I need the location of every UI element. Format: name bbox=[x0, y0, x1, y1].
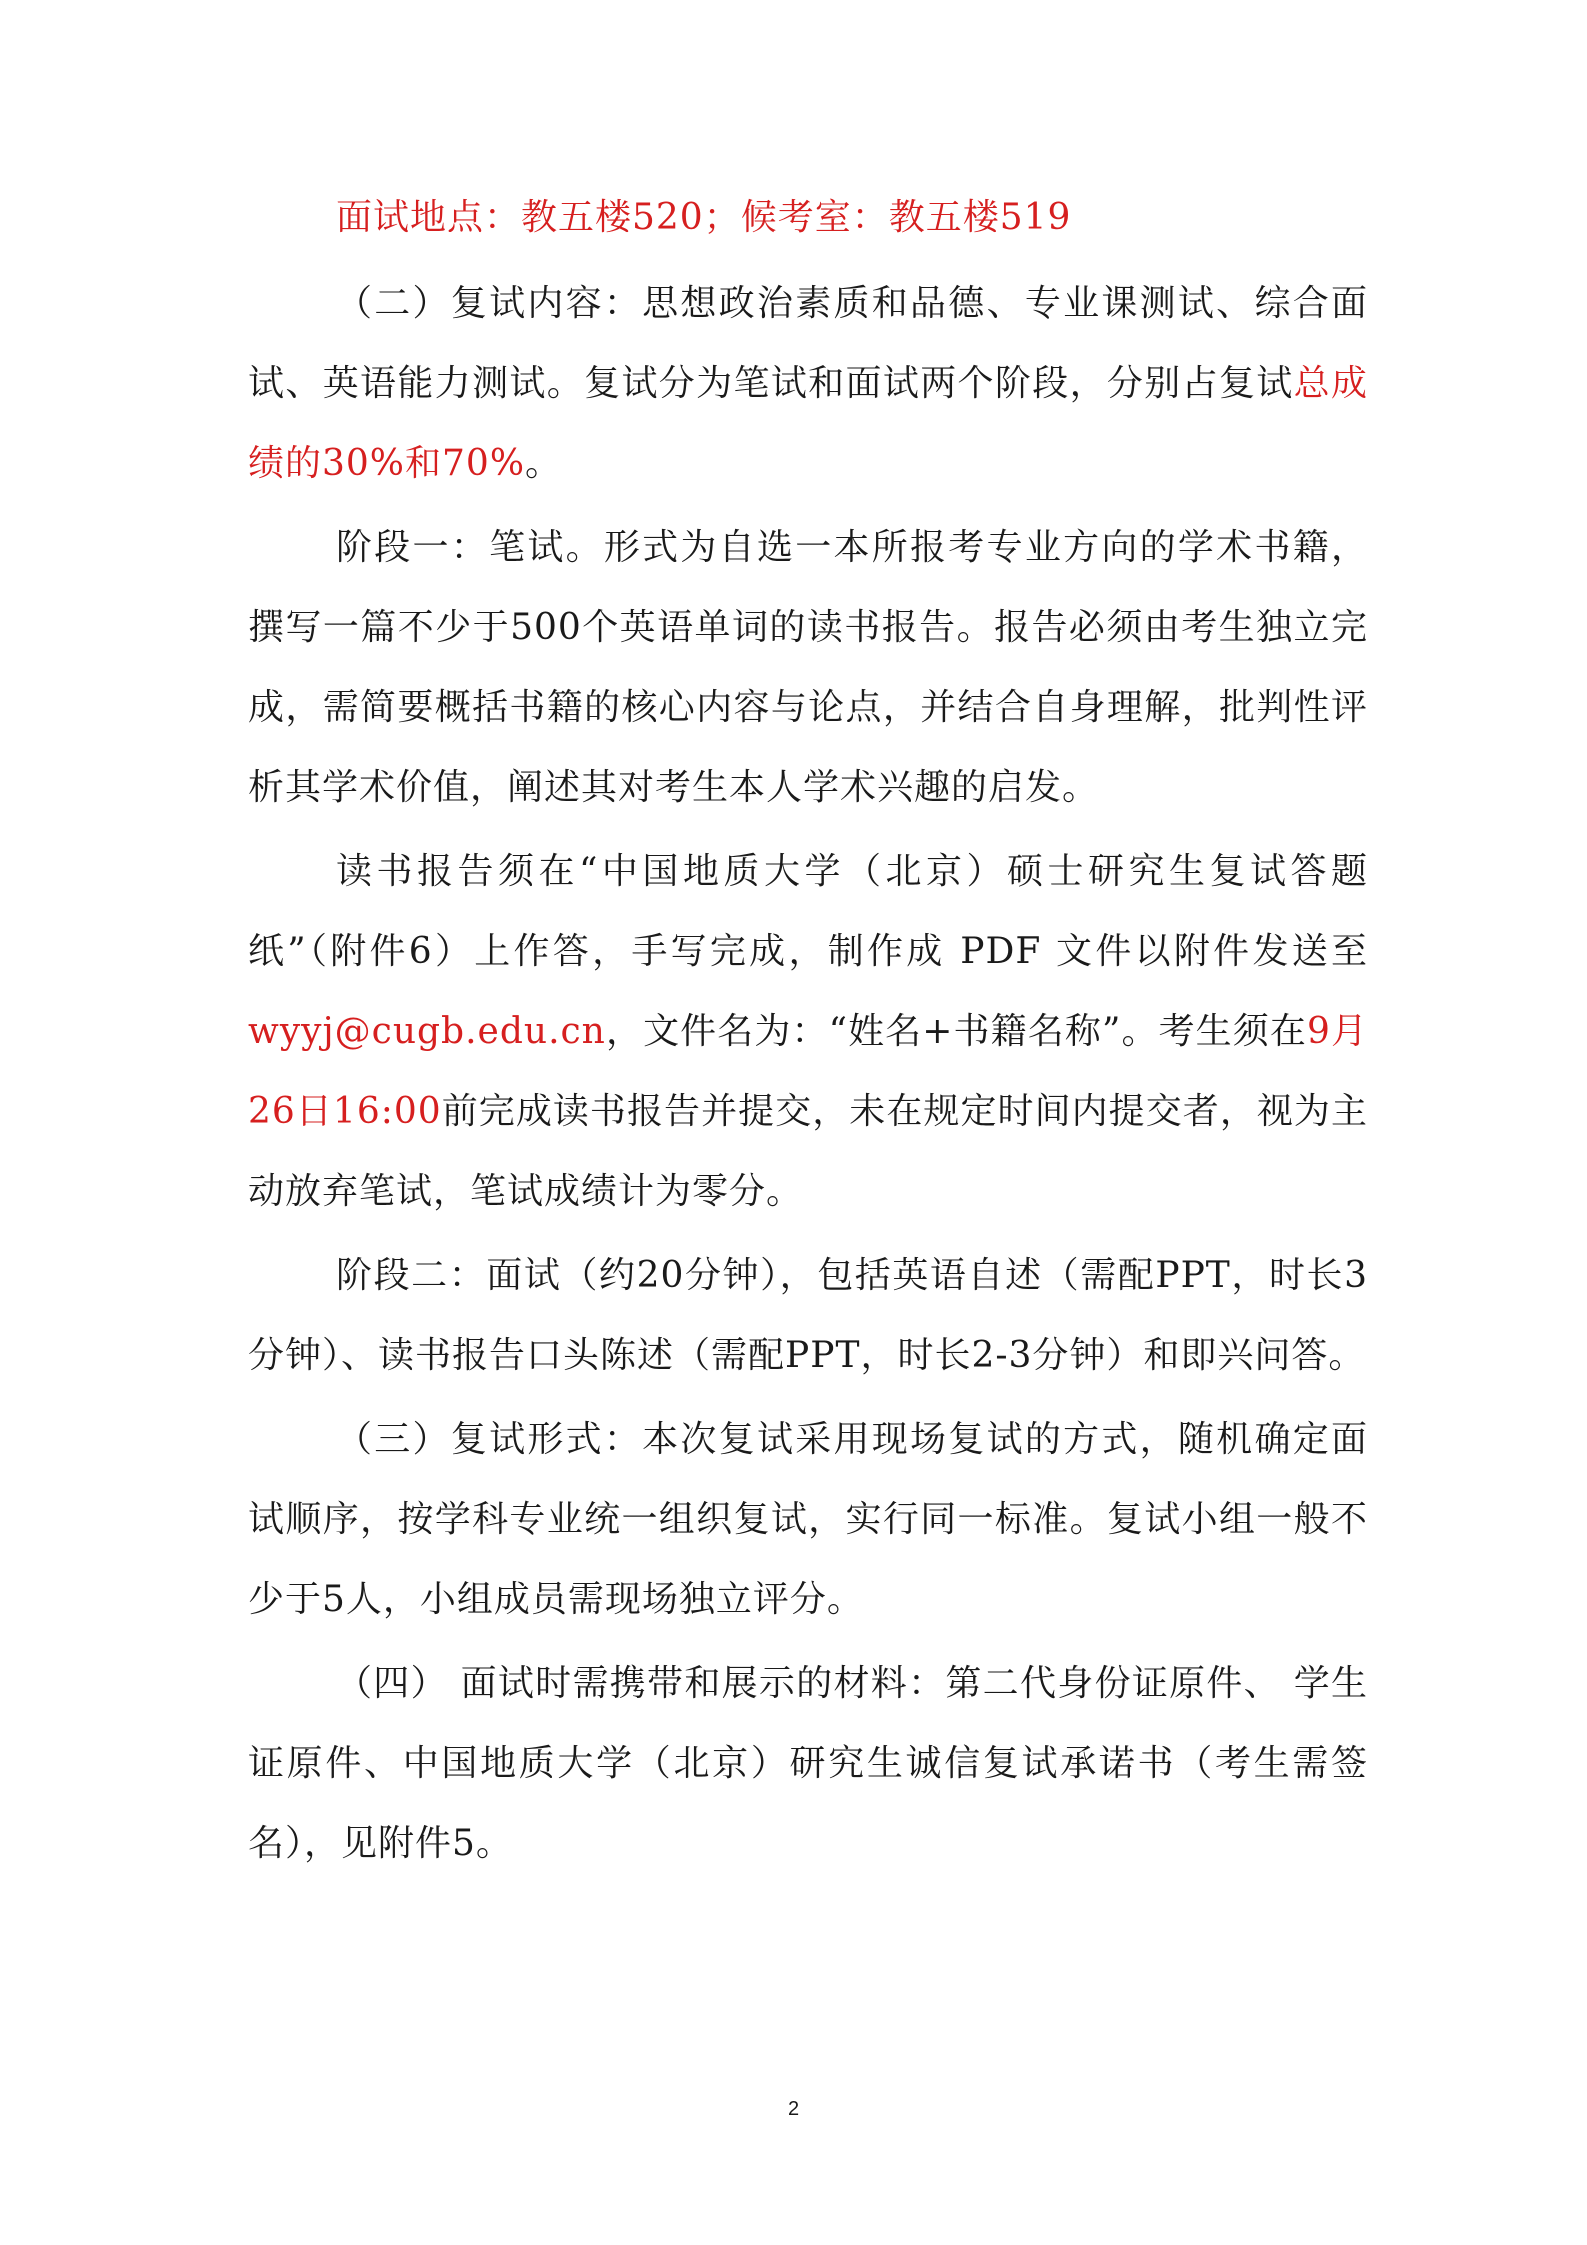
stage-1-paragraph bbox=[248, 508, 1368, 828]
stage-2-paragraph bbox=[248, 1236, 1368, 1396]
section-4-text: （四） 面试时需携带和展示的材料：第二代身份证原件、 学生证原件、中国地质大学（北京）研究生诚信复试承诺书（考生需签名），见附件5。 bbox=[248, 1663, 1368, 1864]
submission-email: wyyj@cugb.edu.cn bbox=[248, 1011, 606, 1052]
report-text-a: 读书报告须在“中国地质大学（北京）硕士研究生复试答题纸”（附件6）上作答，手写完成，制作成 PDF 文件以附件发送至 bbox=[248, 851, 1368, 972]
section-3-paragraph bbox=[248, 1400, 1368, 1640]
score-weight-highlight: 总成绩的30%和70% bbox=[248, 363, 1368, 484]
section-2-text: （二）复试内容：思想政治素质和品德、专业课测试、综合面试、英语能力测试。复试分为笔试和面试两个阶段，分别占复试 bbox=[248, 283, 1368, 404]
stage-2-text: 阶段二：面试（约20分钟），包括英语自述（需配PPT，时长3分钟）、读书报告口头陈述（需配PPT，时长2-3分钟）和即兴问答。 bbox=[248, 1255, 1368, 1376]
section-3-text: （三）复试形式：本次复试采用现场复试的方式，随机确定面试顺序，按学科专业统一组织复试，实行同一标准。复试小组一般不少于5人，小组成员需现场独立评分。 bbox=[248, 1419, 1368, 1620]
report-submission-paragraph bbox=[248, 832, 1368, 1232]
document-body bbox=[248, 178, 1368, 1884]
submission-deadline: 9月26日16:00 bbox=[248, 1011, 1368, 1132]
interview-location-text: 面试地点：教五楼520；候考室：教五楼519 bbox=[336, 197, 1072, 238]
section-2-tail: 。 bbox=[525, 443, 563, 484]
report-text-b: ，文件名为：“姓名+书籍名称”。考生须在 bbox=[605, 1011, 1307, 1052]
report-text-c: 前完成读书报告并提交，未在规定时间内提交者，视为主动放弃笔试，笔试成绩计为零分。 bbox=[248, 1091, 1368, 1212]
interview-location-line bbox=[336, 178, 1368, 258]
page-number: 2 bbox=[787, 2098, 800, 2120]
stage-1-text: 阶段一：笔试。形式为自选一本所报考专业方向的学术书籍，撰写一篇不少于500个英语单词的读书报告。报告必须由考生独立完成，需简要概括书籍的核心内容与论点，并结合自身理解，批判性评析其学术价值，阐述其对考生本人学术兴趣的启发。 bbox=[248, 527, 1368, 808]
section-2-paragraph bbox=[248, 264, 1368, 504]
section-4-paragraph bbox=[248, 1644, 1368, 1884]
